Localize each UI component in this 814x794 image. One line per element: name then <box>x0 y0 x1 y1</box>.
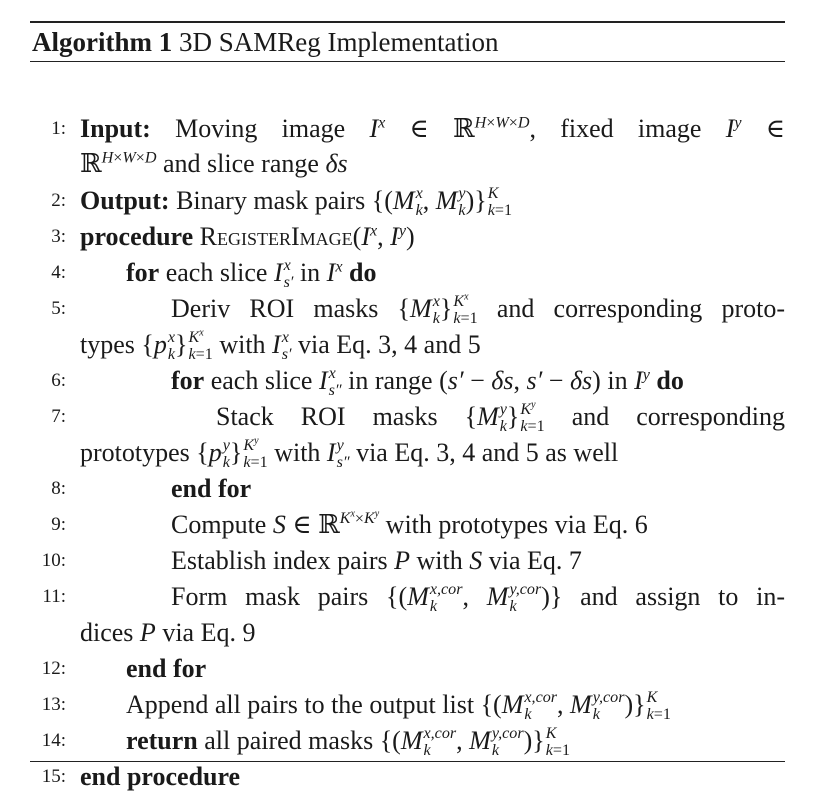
output-keyword: Output: <box>80 186 170 215</box>
text-span: in <box>299 258 321 287</box>
line-text <box>80 759 785 794</box>
text-span: in <box>607 366 628 395</box>
text-span: types <box>80 330 135 359</box>
text-span: in range <box>348 366 433 395</box>
line-text: for each slice I x s″ in range (s′ − δs, s′ − δs) in $I^y$ do <box>171 365 684 400</box>
line-text: for each slice I x s′ in $I^x$ do <box>126 257 377 292</box>
text-span: and slice range <box>163 149 319 178</box>
line-text: Append all pairs to the output list {(M x,cor k , M y,cor k )} K k=1 <box>126 689 671 724</box>
text-span: all paired masks <box>204 726 374 755</box>
text-span: via Eq. 7 <box>488 546 582 575</box>
text-span: and corresponding <box>571 402 785 431</box>
text-span: Binary mask pairs <box>176 186 366 215</box>
line-text: Compute S ∈ ℝ$^{K^x\times K^y}$ with prototypes via Eq. 6 <box>171 508 648 540</box>
text-span: via Eq. 3, 4 and 5 <box>298 330 481 359</box>
end-for-keyword: end for <box>171 474 252 503</box>
text-span: each slice <box>165 258 268 287</box>
input-keyword: Input: <box>80 114 151 143</box>
line-text <box>126 651 785 686</box>
do-keyword: do <box>656 366 684 395</box>
end-procedure-keyword: end procedure <box>80 762 241 791</box>
line-text: types {p x k } $K^x$ k=1 with I x s′ via Eq. 3, 4 and 5 <box>80 327 481 364</box>
text-span: with prototypes via Eq. 6 <box>385 510 648 539</box>
line-text: dices P via Eq. 9 <box>80 618 256 647</box>
text-span: dices <box>80 618 134 647</box>
line-number: 8: <box>51 478 66 499</box>
line-text: ℝ$^{H\times W\times D}$ and slice range δs <box>80 149 348 179</box>
text-span: via Eq. 9 <box>162 618 256 647</box>
line-number: 10: <box>41 550 66 571</box>
line-text <box>171 471 785 506</box>
line-number: 9: <box>51 514 66 535</box>
line-text: prototypes {p y k } $K^y$ k=1 with I y s″ via Eq. 3, 4 and 5 as well <box>80 435 619 472</box>
line-number: 11: <box>42 586 66 607</box>
end-for-keyword: end for <box>126 654 207 683</box>
return-keyword: return <box>126 726 198 755</box>
line-text: Stack ROI masks {M y k } $K^y$ k=1 and corresponding <box>216 399 785 436</box>
text-span: and assign to in- <box>580 582 786 611</box>
caption-rule <box>30 61 785 62</box>
text-span: and corresponding proto- <box>496 294 785 323</box>
text-span: each slice <box>210 366 313 395</box>
text-span: Moving image <box>175 114 346 143</box>
line-number: 12: <box>41 658 66 679</box>
line-number: 15: <box>41 766 66 787</box>
text-span: Append all pairs to the output list <box>126 690 475 719</box>
procedure-name: RegisterImage <box>199 222 353 251</box>
for-keyword: for <box>126 258 160 287</box>
line-number: 13: <box>41 694 66 715</box>
line-text: Output: Binary mask pairs {(M x k , M y k )} K k=1 <box>80 185 512 220</box>
line-text: Establish index pairs P with S via Eq. 7 <box>171 546 582 575</box>
text-span: , fixed image <box>529 114 702 143</box>
line-number: 5: <box>51 298 66 319</box>
text-span: Compute <box>171 510 267 539</box>
text-span: via Eq. 3, 4 and 5 as well <box>356 438 619 467</box>
line-number: 7: <box>51 406 66 427</box>
line-number: 14: <box>41 730 66 751</box>
algorithm-title: 3D SAMReg Implementation <box>178 27 499 57</box>
line-number: 6: <box>51 370 66 391</box>
line-number: 2: <box>51 190 66 211</box>
line-number: 3: <box>51 226 66 247</box>
do-keyword: do <box>349 258 377 287</box>
text-span: with <box>274 438 321 467</box>
line-text: return all paired masks {(M x,cor k , M y,cor k )} K k=1 <box>126 725 571 760</box>
line-text: Deriv ROI masks {M x k } $K^x$ k=1 and corresponding proto- <box>171 291 785 328</box>
text-span: Establish index pairs <box>171 546 388 575</box>
algorithm-block <box>30 21 786 791</box>
text-span: with <box>219 330 266 359</box>
line-text: procedure $RegisterImage(I^x$, $I^y$) <box>80 222 415 251</box>
text-span: Form mask pairs <box>171 582 369 611</box>
line-text: Form mask pairs {(M x,cor k , M y,cor k )} and assign to in- <box>171 581 786 616</box>
line-text: Input: Moving image $I^x$ ∈ ℝ$^{H\times W\times D}$, fixed image $I^y$ ∈ <box>80 114 786 144</box>
procedure-keyword: procedure <box>80 222 194 251</box>
line-number: 1: <box>51 118 66 139</box>
text-span: Stack ROI masks <box>216 402 438 431</box>
text-span: prototypes <box>80 438 190 467</box>
text-span: Deriv ROI masks <box>171 294 379 323</box>
bottom-rule <box>30 761 785 762</box>
for-keyword: for <box>171 366 205 395</box>
algorithm-caption <box>30 23 785 61</box>
algorithm-label: Algorithm 1 <box>32 27 173 57</box>
text-span: with <box>416 546 463 575</box>
line-number: 4: <box>51 262 66 283</box>
